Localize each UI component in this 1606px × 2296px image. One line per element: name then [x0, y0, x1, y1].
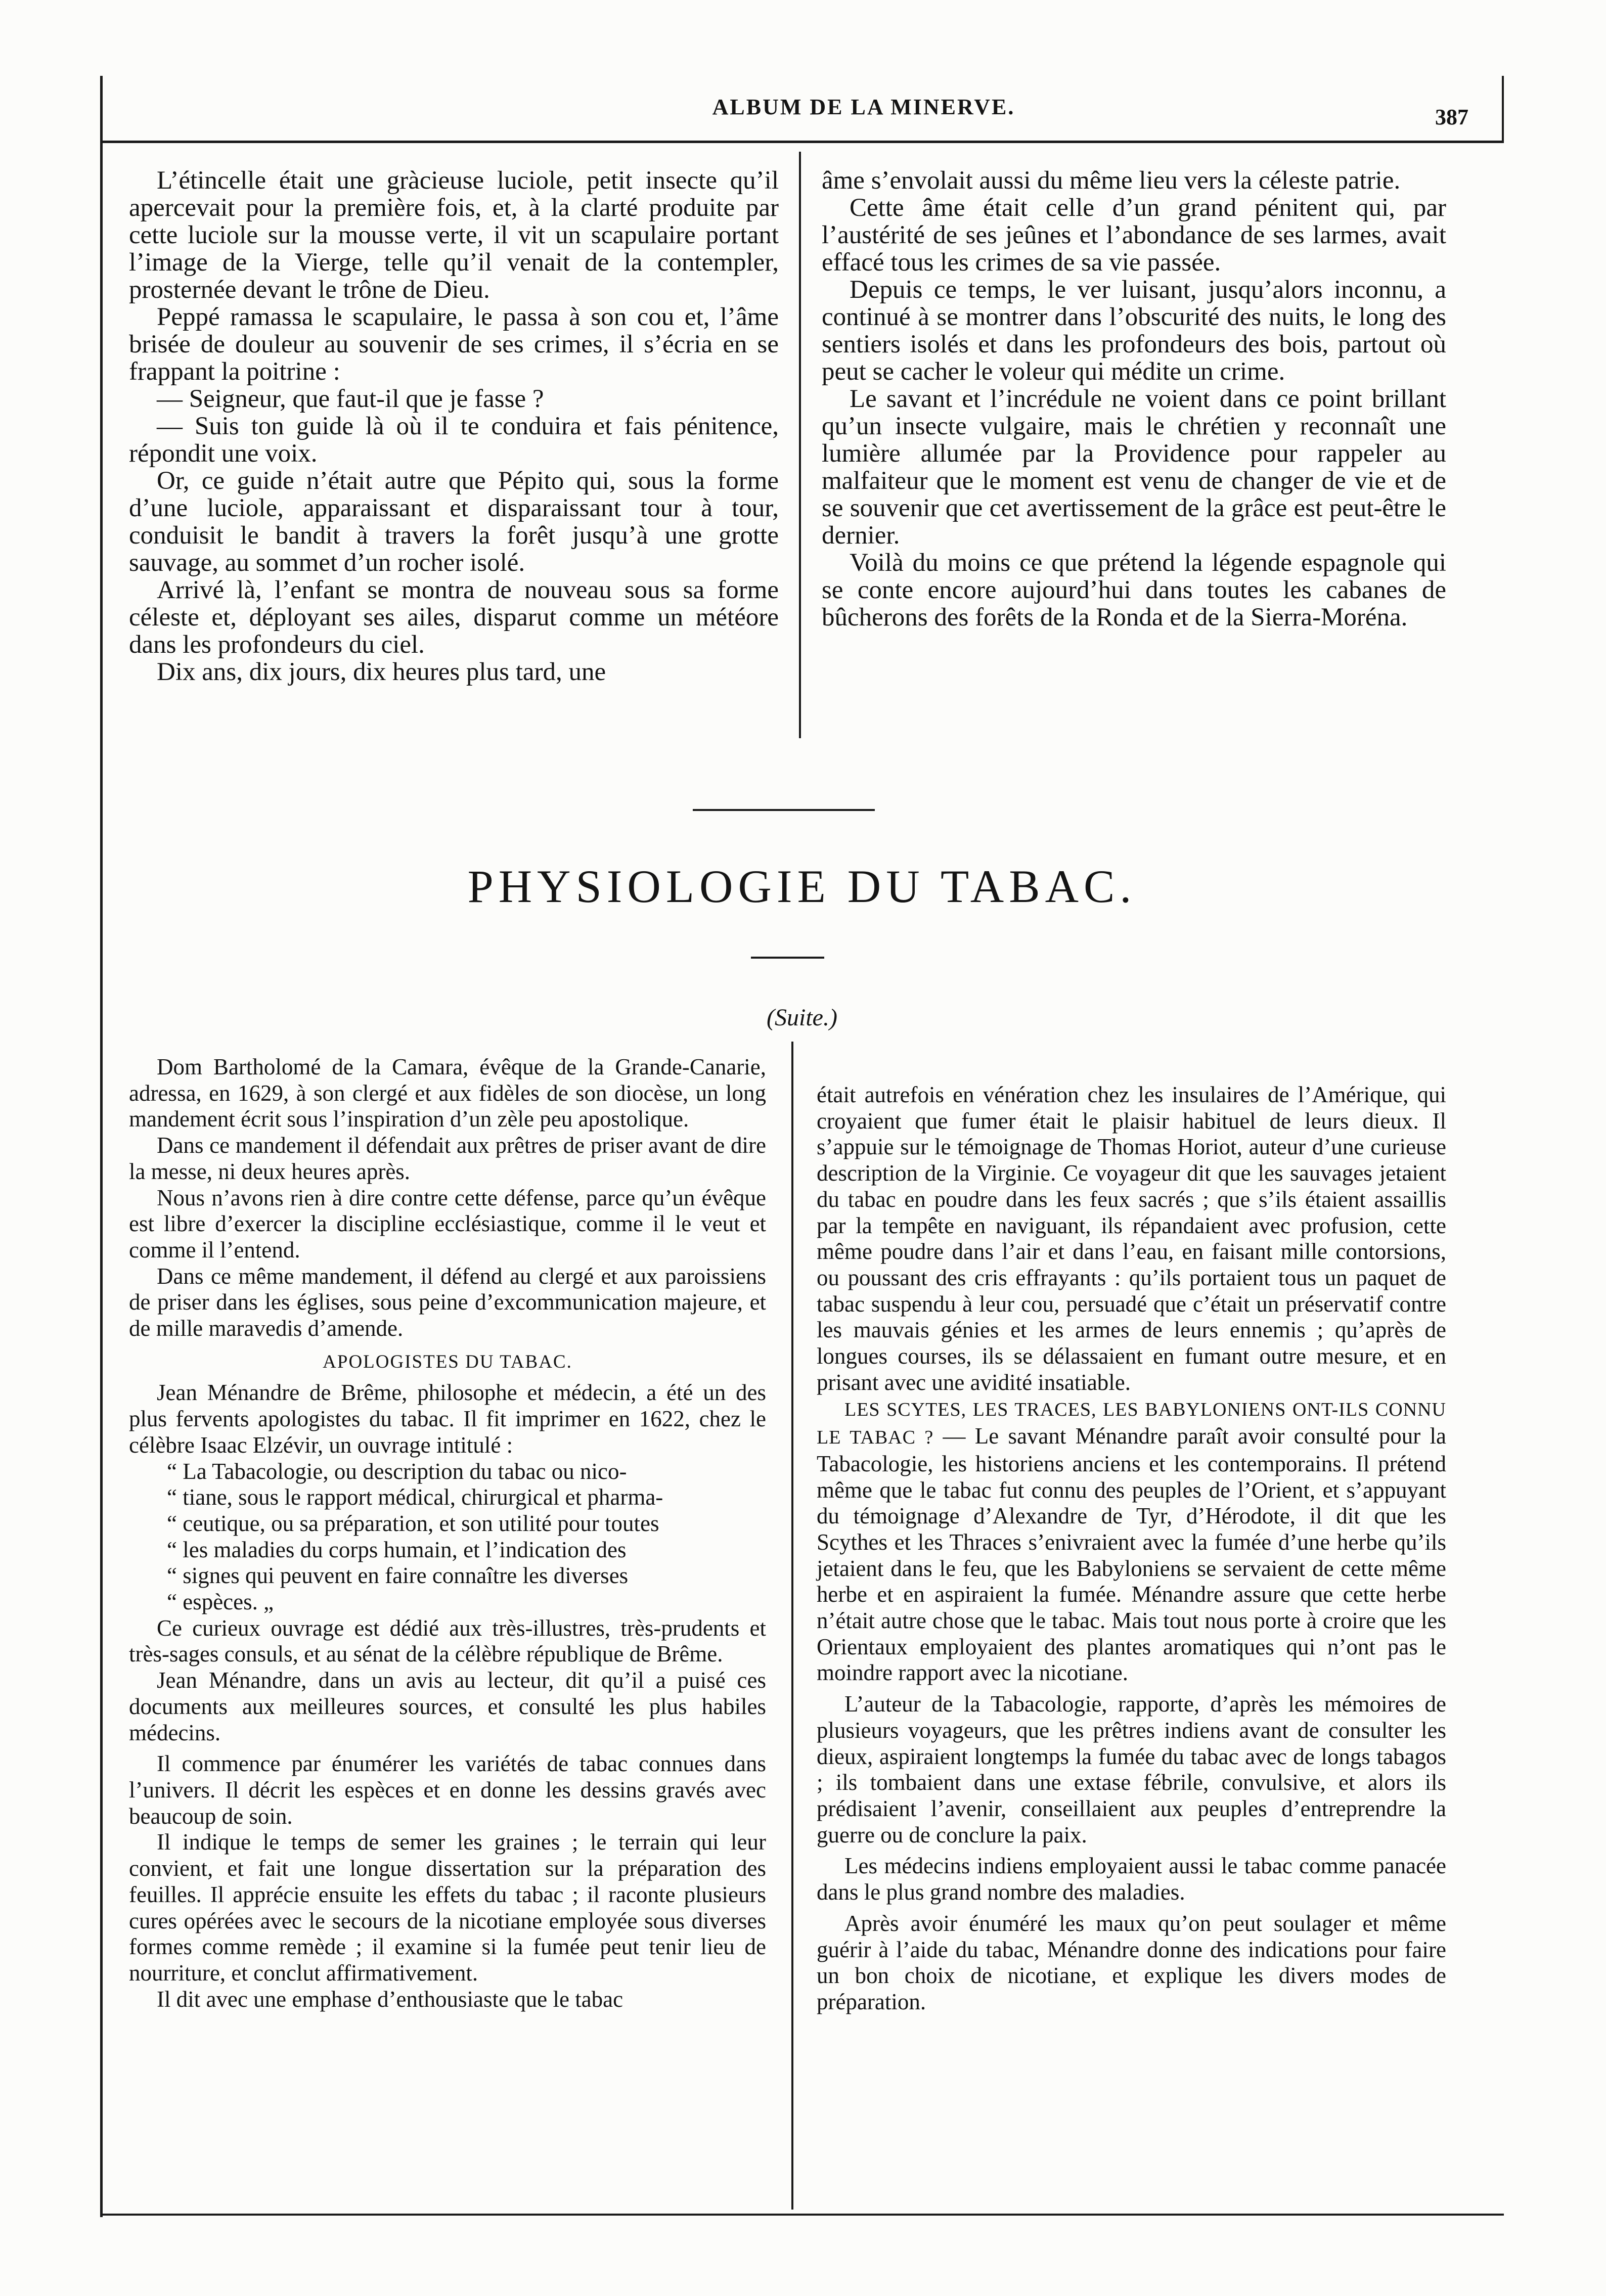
- top-left-column: [129, 167, 779, 686]
- paragraph: Ce curieux ouvrage est dédié aux très-illustres, très-prudents et très-sages consuls, et au sénat de la célèbre république de Brême.: [129, 1615, 766, 1667]
- paragraph: Dix ans, dix jours, dix heures plus tard, une: [157, 658, 606, 686]
- article-subtitle: (Suite.): [767, 1004, 837, 1031]
- paragraph: Peppé ramassa le scapulaire, le passa à son cou et, l’âme brisée de douleur au souvenir de ses crimes, il s’écria en se frappant la poitrine :: [129, 303, 779, 386]
- page-number: 387: [1435, 105, 1468, 129]
- paragraph: L’auteur de la Tabacologie, rapporte, d’après les mémoires de plusieurs voyageurs, que les prêtres indiens avant de consulter les dieux, aspiraient longtemps la fumée du tabac avec de longs tabagos ; ils tombaient dans une extase fébrile, convulsive, et alors ils prédisaient l’avenir, conseillaient aux peuples d’entreprendre la guerre ou de conclure la paix.: [817, 1691, 1446, 1848]
- paragraph: L’étincelle était une gràcieuse luciole, petit insecte qu’il apercevait pour la première fois, et, à la clarté produite par cette luciole sur la mousse verte, il vit un scapulaire portant l’image de la Vierge, telle qu’il venait de la contempler, prosternée devant le trône de Dieu.: [129, 166, 779, 304]
- paragraph: Cette âme était celle d’un grand pénitent qui, par l’austérité de ses jeûnes et l’abondance de ses larmes, avait effacé tous les crimes de sa vie passée.: [822, 194, 1446, 277]
- paragraph: Or, ce guide n’était autre que Pépito qui, sous la forme d’une luciole, apparaissant et disparaissant tour à tour, conduisit le bandit à travers la forêt jusqu’à une grotte sauvage, au sommet d’un rocher isolé.: [129, 467, 779, 577]
- title-rule: [751, 957, 824, 959]
- left-border-rule: [100, 76, 103, 2217]
- paragraph: Jean Ménandre, dans un avis au lecteur, dit qu’il a puisé ces documents aux meilleures sources, et consulté les plus habiles médecins.: [129, 1668, 766, 1745]
- bottom-rule: [100, 2214, 1504, 2216]
- paragraph: Il indique le temps de semer les graines ; le terrain qui leur convient, et fait une longue dissertation sur la préparation des feuilles. Il apprécie ensuite les effets du tabac ; il raconte plusieurs cures opérées avec le secours de la nicotiane employée sous diverses formes comme remède ; il examine si la fumée peut tenir lieu de nourriture, et conclut affirmativement.: [129, 1829, 766, 1986]
- section-divider: [693, 809, 875, 811]
- paragraph: Dans ce mandement il défendait aux prêtres de priser avant de dire la messe, ni deux heures après.: [129, 1133, 766, 1184]
- paragraph: Il dit avec une emphase d’enthousiaste que le tabac: [157, 1986, 623, 2012]
- quote-line: “ signes qui peuvent en faire connaître les diverses: [167, 1563, 629, 1589]
- paragraph: Voilà du moins ce que prétend la légende espagnole qui se conte encore aujourd’hui dans toutes les cabanes de bûcherons des forêts de la Ronda et de la Sierra-Moréna.: [822, 549, 1446, 632]
- quote-line: “ espèces. „: [167, 1589, 274, 1615]
- header-rule: [100, 141, 1504, 143]
- page-header: [100, 76, 1504, 142]
- quote-line: “ La Tabacologie, ou description du tabac ou nico-: [167, 1458, 627, 1484]
- paragraph: Dom Bartholomé de la Camara, évêque de la Grande-Canarie, adressa, en 1629, à son clergé et aux fidèles de son diocèse, un long mandement écrit sous l’inspiration d’un zèle peu apostolique.: [129, 1054, 766, 1132]
- section-subhead: APOLOGISTES DU TABAC.: [323, 1351, 572, 1372]
- quote-line: “ tiane, sous le rapport médical, chirurgical et pharma-: [167, 1484, 663, 1510]
- article-column-separator: [791, 1042, 793, 2210]
- paragraph: Arrivé là, l’enfant se montra de nouveau sous sa forme céleste et, déployant ses ailes, disparut comme un météore dans les profondeurs du ciel.: [129, 576, 779, 659]
- paragraph: était autrefois en vénération chez les insulaires de l’Amérique, qui croyaient que fumer était le plaisir habituel de leurs dieux. Il s’appuie sur le témoignage de Thomas Horiot, auteur d’une curieuse description de la Virginie. Ce voyageur dit que les sauvages jetaient du tabac en poudre dans les feux sacrés ; que s’ils étaient assaillis par la tempête en naviguant, ils répandaient avec profusion, cette même poudre dans l’air et dans l’eau, en faisant mille contorsions, ou poussant des cris effrayants : qu’ils portaient tous un paquet de tabac suspendu à leur cou, persuadé que c’était un préservatif contre les mauvais génies et les armes de leurs ennemis ; qu’après de longues courses, ils se délassaient en fumant outre mesure, et en prisant avec une avidité insatiable.: [817, 1082, 1446, 1395]
- runin-heading: LES SCYTES, LES TRACES, LES BABYLONIENS ONT-ILS CONNU LE TABAC ?: [817, 1399, 1446, 1449]
- paragraph: âme s’envolait aussi du même lieu vers la céleste patrie.: [822, 166, 1401, 195]
- top-right-column: [822, 167, 1446, 631]
- paragraph: Il commence par énumérer les variétés de tabac connues dans l’univers. Il décrit les espèces et en donne les dessins gravés avec beaucoup de soin.: [129, 1751, 766, 1829]
- paragraph: Jean Ménandre de Brême, philosophe et médecin, a été un des plus fervents apologistes du tabac. Il fit imprimer en 1622, chez le célèbre Isaac Elzévir, un ouvrage intitulé :: [129, 1380, 766, 1458]
- paragraph: Dans ce même mandement, il défend au clergé et aux paroissiens de priser dans les églises, sous peine d’excommunication majeure, et de mille maravedis d’amende.: [129, 1263, 766, 1341]
- paragraph: Le savant et l’incrédule ne voient dans ce point brillant qu’un insecte vulgaire, mais le chrétien y reconnaît une lumière allumée par la Providence pour rappeler au malfaiteur que le moment est venu de changer de vie et de se souvenir que cet avertissement de la grâce est peut-être le dernier.: [822, 385, 1446, 550]
- runin-text: — Le savant Ménandre paraît avoir consulté pour la Tabacologie, les historiens anciens et les contemporains. Il prétend même que le tabac fut connu des peuples de l’Orient, et s’appuyant du témoignage d’Alexandre de Tyr, d’Hérodote, il dit que les Scythes et les Thraces s’enivraient avec la fumée d’une herbe qu’ils jetaient dans le feu, que les Babyloniens se servaient de cette même herbe et en aspiraient la fumée. Ménandre assure que cette herbe n’était autre chose que le tabac. Mais tout nous porte à croire que les Orientaux employaient des plantes aromatiques qui n’ont pas le moindre rapport avec la nicotiane.: [817, 1423, 1446, 1686]
- paragraph: Après avoir énuméré les maux qu’on peut soulager et même guérir à l’aide du tabac, Ménandre donne des indications pour faire un bon choix de nicotiane, et explique les divers modes de préparation.: [817, 1910, 1446, 2014]
- quote-line: “ ceutique, ou sa préparation, et son utilité pour toutes: [167, 1510, 659, 1536]
- paragraph: — Suis ton guide là où il te conduira et fais pénitence, répondit une voix.: [129, 412, 779, 468]
- running-title: ALBUM DE LA MINERVE.: [712, 95, 1015, 119]
- paragraph: Les médecins indiens employaient aussi le tabac comme panacée dans le plus grand nombre des maladies.: [817, 1853, 1446, 1905]
- paragraph: Depuis ce temps, le ver luisant, jusqu’alors inconnu, a continué à se montrer dans l’obscurité des nuits, le long des sentiers isolés et dans les profondeurs des bois, partout où peut se cacher le voleur qui médite un crime.: [822, 276, 1446, 386]
- paragraph: Nous n’avons rien à dire contre cette défense, parce qu’un évêque est libre d’exercer la discipline ecclésiastique, comme il le veut et comme il l’entend.: [129, 1185, 766, 1263]
- article-title: PHYSIOLOGIE DU TABAC.: [467, 861, 1137, 912]
- article-right-column: [817, 1082, 1446, 2015]
- header-right-rule: [1502, 76, 1504, 142]
- article-left-column: [129, 1054, 766, 2012]
- book-title-quote: [129, 1459, 766, 1615]
- quote-line: “ les maladies du corps humain, et l’indication des: [167, 1537, 627, 1562]
- top-column-separator: [799, 152, 801, 738]
- paragraph: — Seigneur, que faut-il que je fasse ?: [157, 385, 544, 413]
- paragraph: [817, 1395, 1446, 1686]
